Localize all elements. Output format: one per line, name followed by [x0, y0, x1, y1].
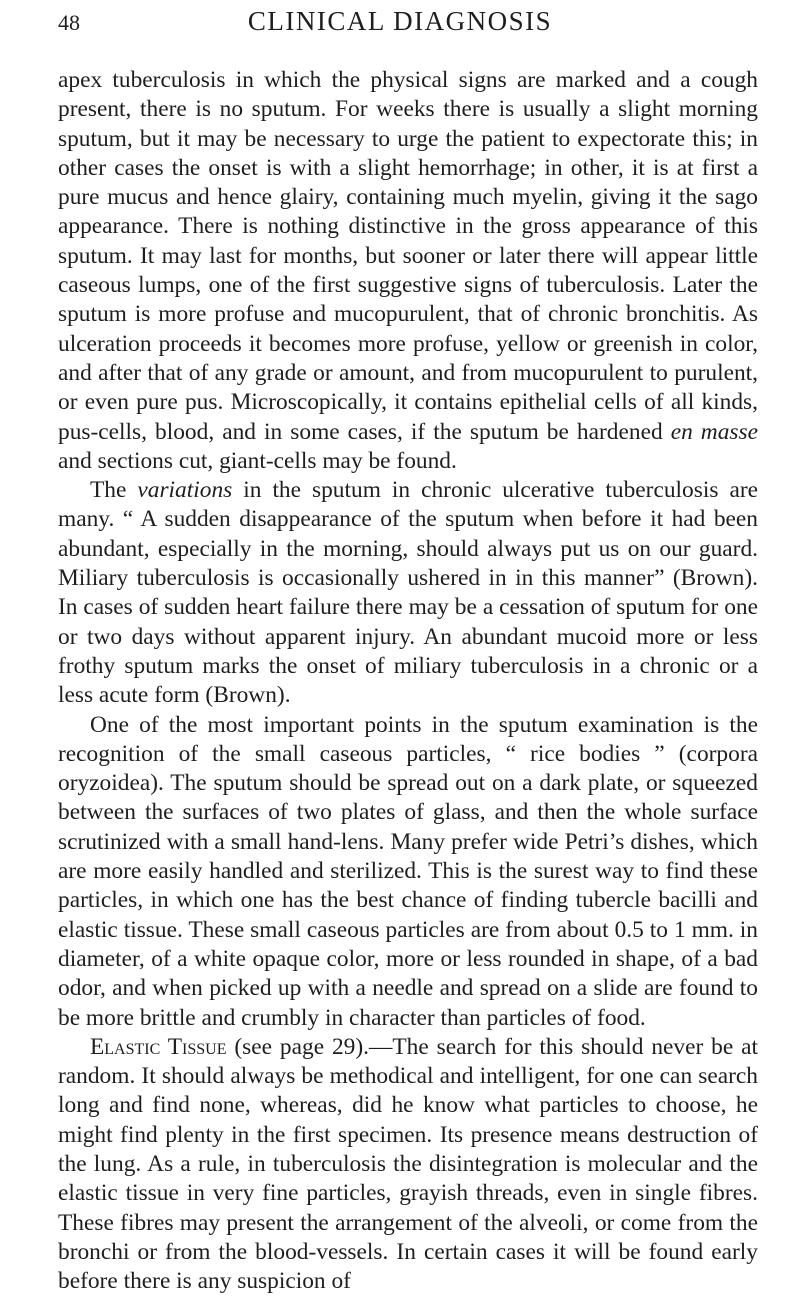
paragraph-variations: [58, 476, 758, 710]
paragraph-text-start: The: [90, 477, 138, 504]
paragraph-elastic-tissue: [58, 1033, 758, 1297]
page-body: [58, 66, 758, 1296]
paragraph-text-end: and sections cut, giant-cells may be found.: [58, 447, 457, 474]
paragraph-text: (see page 29).—The search for this should never be at random. It should always be methodical and intelligent, for one can search long and find none, whereas, did he know what particles to choose, he might find plenty in the first specimen. Its presence means destruction of the lung. As a rule, in tuberculosis the disintegration is molecular and the elastic tissue in very fine particles, grayish threads, even in single fibres. These fibres may present the arrangement of the alveoli, or come from the bronchi or from the blood-vessels. In certain cases it will be found early before there is any suspicion of: [58, 1033, 758, 1295]
paragraph-rice-bodies: One of the most important points in the sputum examination is the recognition of the small caseous particles, “ rice bodies ” (corpora oryzoidea). The sputum should be spread out on a dark plate, or squeezed between the surfaces of two plates of glass, and then the whole surface scrutinized with a small hand-lens. Many prefer wide Petri’s dishes, which are more easily handled and sterilized. This is the surest way to find these particles, in which one has the best chance of finding tubercle bacilli and elastic tissue. These small caseous particles are from about 0.5 to 1 mm. in diameter, of a white opaque color, more or less rounded in shape, of a bad odor, and when picked up with a needle and spread on a slide are found to be more brittle and crumbly in character than particles of food.: [58, 711, 758, 1031]
paragraph-sputum-course: [58, 66, 758, 476]
paragraph-text: in the sputum in chronic ulcerative tuberculosis are many. “ A sudden disappearance of the sputum when before it had been abundant, especially in the morning, should always put us on our guard. Miliary tuberculosis is occasionally ushered in in this manner” (Brown). In cases of sudden heart failure there may be a cessation of sputum for one or two days without apparent injury. An abundant mucoid more or less frothy sputum marks the onset of miliary tuberculosis in a chronic or a less acute form (Brown).: [58, 477, 759, 709]
page-number: 48: [58, 10, 80, 35]
section-heading: Elastic Tissue: [90, 1033, 227, 1060]
italic-term: en masse: [670, 418, 758, 445]
running-head: CLINICAL DIAGNOSIS: [247, 6, 553, 36]
italic-term: variations: [137, 477, 233, 504]
paragraph-text: apex tuberculosis in which the physical signs are marked and a cough present, there is no sputum. For weeks there is usually a slight morning sputum, but it may be necessary to urge the patient to expectorate this; in other cases the onset is with a slight hemorrhage; in other, it is at first a pure mucus and hence glairy, containing much myelin, giving it the sago appearance. There is nothing distinctive in the gross appearance of this sputum. It may last for months, but sooner or later there will appear little caseous lumps, one of the first suggestive signs of tuberculosis. Later the sputum is more profuse and mucopurulent, that of chronic bronchitis. As ulceration proceeds it becomes more profuse, yellow or greenish in color, and after that of any grade or amount, and from mucopurulent to purulent, or even pure pus. Microscopically, it contains epithelial cells of all kinds, pus-cells, blood, and in some cases, if the sputum be hardened: [58, 67, 758, 445]
